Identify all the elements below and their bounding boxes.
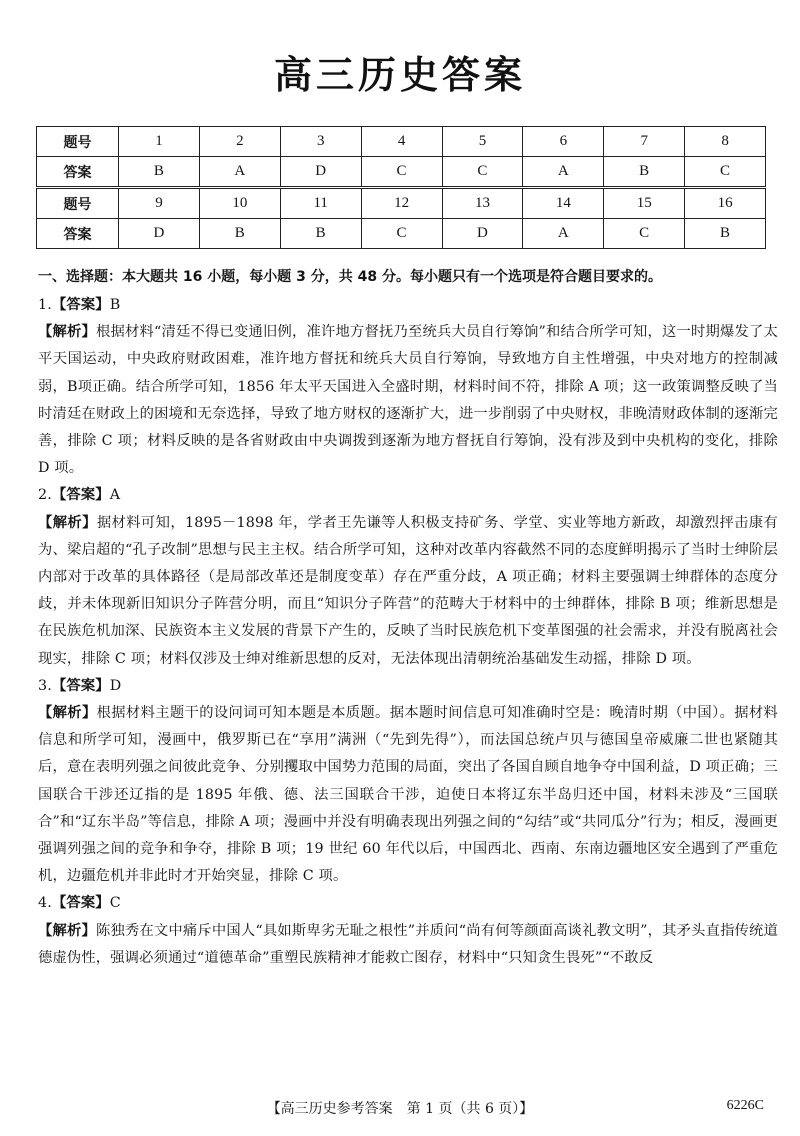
answer-line <box>38 482 778 509</box>
question-number-row <box>37 127 766 157</box>
answer-cell: D <box>119 219 200 249</box>
question-block <box>38 673 778 891</box>
question-block <box>38 482 778 672</box>
row-label-answer: 答案 <box>37 157 119 188</box>
answer-line <box>38 673 778 700</box>
question-number-cell: 16 <box>685 188 766 219</box>
question-number-cell: 13 <box>442 188 523 219</box>
answer-tag: 【答案】 <box>51 677 110 694</box>
question-number-cell: 14 <box>523 188 604 219</box>
question-number-cell: 10 <box>199 188 280 219</box>
answer-value: C <box>109 895 121 912</box>
analysis-content <box>38 292 778 972</box>
question-number-cell: 1 <box>119 127 200 157</box>
question-number-cell: 11 <box>280 188 361 219</box>
question-number: 2. <box>38 487 52 504</box>
answer-line <box>38 890 778 917</box>
question-block <box>38 890 778 972</box>
row-label-number: 题号 <box>37 127 119 157</box>
exam-code: 6226C <box>726 1098 764 1113</box>
analysis-tag: 【解析】 <box>38 705 97 722</box>
question-number-cell: 5 <box>442 127 523 157</box>
question-number-cell: 15 <box>604 188 685 219</box>
analysis-text: 根据材料主题干的设问词可知本题是本质题。据本题时间信息可知准确时空是：晚清时期（中国）。据材料信息和所学可知，漫画中，俄罗斯已在“享用”满洲（“先到先得”），而法国总统卢贝与德国皇帝威廉二世也紧随其后，意在表明列强之间彼此竞争、分别攫取中国势力范围的局面，突出了各国自顾自地争夺中国利益，D 项正确；三国联合干涉还辽指的是 1895 年俄、德、法三国联合干涉，迫使日本将辽东半岛归还中国，材料未涉及“三国联合”和“辽东半岛”等信息，排除 A 项；漫画中并没有明确表现出列强之间的“勾结”或“共同瓜分”行为；相反，漫画更强调列强之间的竞争和争夺，排除 B 项；19 世纪 60 年代以后，中国西北、西南、东南边疆地区安全遇到了严重危机，边疆危机并非此时才开始突显，排除 C 项。 <box>38 705 778 885</box>
question-number-cell: 3 <box>280 127 361 157</box>
row-label-number: 题号 <box>37 188 119 219</box>
answer-cell: B <box>199 219 280 249</box>
answer-cell: B <box>119 157 200 188</box>
answer-row <box>37 219 766 249</box>
answer-cell: D <box>442 219 523 249</box>
answer-cell: B <box>280 219 361 249</box>
analysis-tag: 【解析】 <box>38 514 97 531</box>
analysis-paragraph <box>38 918 778 972</box>
answer-tag: 【答案】 <box>51 895 110 912</box>
answer-value: D <box>109 677 122 694</box>
answer-tag: 【答案】 <box>51 487 110 504</box>
question-number-cell: 4 <box>361 127 442 157</box>
page-title: 高三历史答案 <box>273 53 526 97</box>
answer-line <box>38 292 778 319</box>
answer-cell: C <box>361 219 442 249</box>
question-number-cell: 2 <box>199 127 280 157</box>
answer-cell: D <box>280 157 361 188</box>
answer-cell: B <box>685 219 766 249</box>
answer-cell: C <box>685 157 766 188</box>
analysis-text: 根据材料“清廷不得已变通旧例，准许地方督抚乃至统兵大员自行筹饷”和结合所学可知，这一时期爆发了太平天国运动，中央政府财政困难，准许地方督抚和统兵大员自行筹饷，导致地方自主性增强，中央对地方的控制减弱，B项正确。结合所学可知，1856 年太平天国进入全盛时期，材料时间不符，排除 A 项；这一政策调整反映了当时清廷在财政上的困境和无奈选择，导致了地方财权的逐渐扩大，进一步削弱了中央财权，非晚清财政体制的逐渐完善，排除 C 项；材料反映的是各省财政由中央调拨到逐渐为地方督抚自行筹饷，没有涉及到中央机构的变化，排除 D 项。 <box>38 324 778 477</box>
answer-table <box>36 126 766 249</box>
answer-tag: 【答案】 <box>51 297 110 313</box>
analysis-tag: 【解析】 <box>38 324 97 341</box>
answer-cell: C <box>442 157 523 188</box>
question-number-cell: 8 <box>685 127 766 157</box>
answer-cell: B <box>604 157 685 188</box>
answer-cell: A <box>523 157 604 188</box>
page-footer <box>0 1098 800 1118</box>
question-number-cell: 6 <box>523 127 604 157</box>
answer-value: B <box>109 297 121 313</box>
analysis-tag: 【解析】 <box>38 922 96 939</box>
question-number-cell: 12 <box>361 188 442 219</box>
analysis-paragraph <box>38 700 778 890</box>
question-number-cell: 9 <box>119 188 200 219</box>
answer-cell: C <box>361 157 442 188</box>
answer-cell: C <box>604 219 685 249</box>
footer-text: 【高三历史参考答案 第 1 页（共 6 页）】 <box>266 1101 534 1117</box>
question-number-cell: 7 <box>604 127 685 157</box>
question-number: 3. <box>38 677 52 694</box>
analysis-text: 据材料可知，1895－1898 年，学者王先谦等人积极支持矿务、学堂、实业等地方新政，却激烈抨击康有为、梁启超的“孔子改制”思想与民主主权。结合所学可知，这种对改革内容截然不同的态度鲜明揭示了当时士绅阶层内部对于改革的具体路径（是局部改革还是制度变革）存在严重分歧，A 项正确；材料主要强调士绅群体的态度分歧，并未体现新旧知识分子阵营分明，而且“知识分子阵营”的范畴大于材料中的士绅群体，排除 B 项；维新思想是在民族危机加深、民族资本主义发展的背景下产生的，反映了当时民族危机下变革图强的社会需求，并没有脱离社会现实，排除 C 项；材料仅涉及士绅对维新思想的反对，无法体现出清朝统治基础发生动摇，排除 D 项。 <box>38 514 778 667</box>
answer-value: A <box>109 487 121 504</box>
question-number-row <box>37 188 766 219</box>
question-number: 4. <box>38 895 52 912</box>
analysis-paragraph <box>38 510 778 673</box>
question-number: 1. <box>38 297 52 313</box>
analysis-text: 陈独秀在文中痛斥中国人“具如斯卑劣无耻之根性”并质问“尚有何等颜面高谈礼教文明”，其矛头直指传统道德虚伪性，强调必须通过“道德革命”重塑民族精神才能救亡图存，材料中“只知贪生畏死”“不敢反 <box>38 922 778 966</box>
analysis-paragraph <box>38 319 778 482</box>
answer-cell: A <box>523 219 604 249</box>
section-heading: 一、选择题：本大题共 16 小题，每小题 3 分，共 48 分。每小题只有一个选项是符合题目要求的。 <box>38 269 662 285</box>
question-block <box>38 292 778 482</box>
row-label-answer: 答案 <box>37 219 119 249</box>
answer-row <box>37 157 766 188</box>
answer-cell: A <box>199 157 280 188</box>
